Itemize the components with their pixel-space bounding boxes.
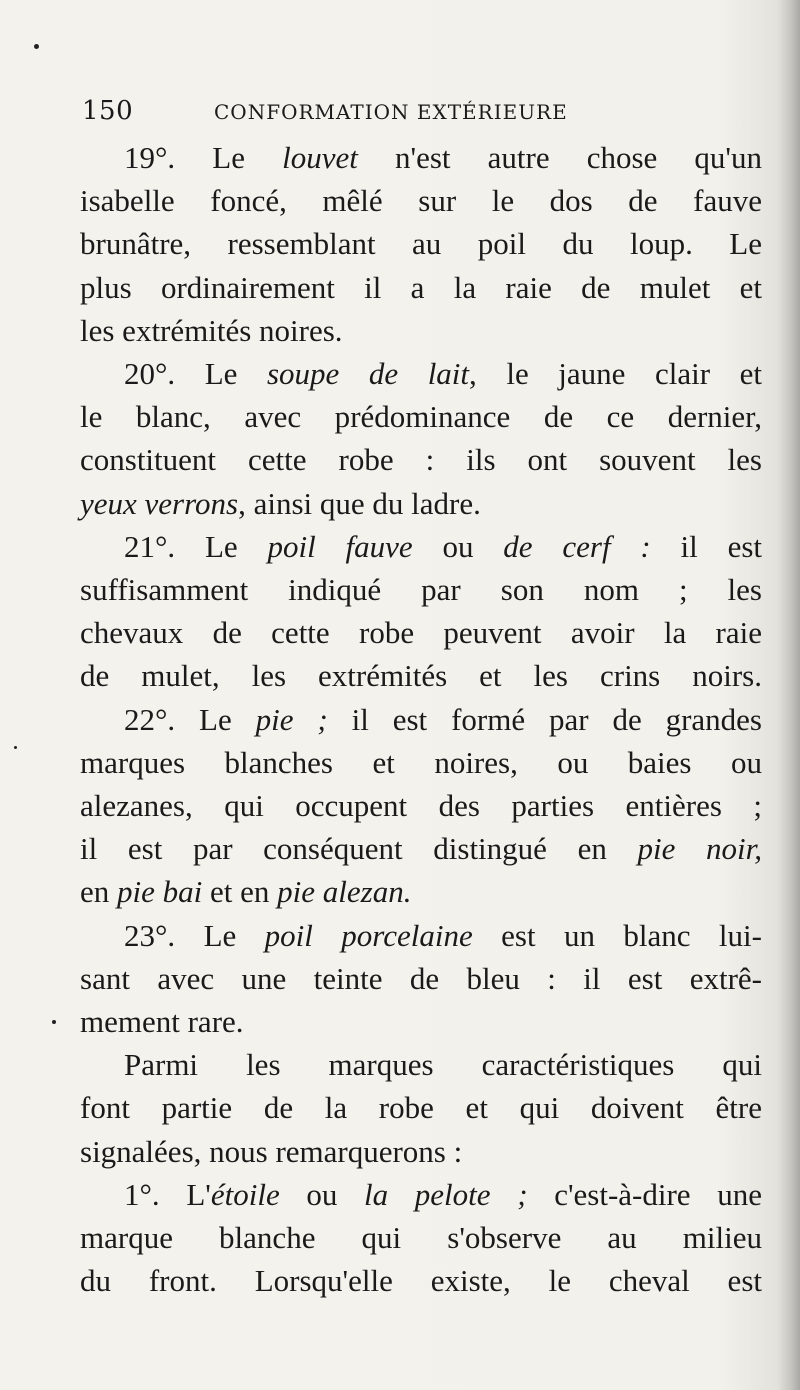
italic-term: étoile <box>210 1176 280 1212</box>
text-run: il est <box>650 528 763 564</box>
item-number: 20°. <box>124 356 176 392</box>
text-run: en <box>80 874 118 910</box>
text-run: Le <box>175 917 265 953</box>
text-line: isabelle foncé, mêlé sur le dos de fauve <box>80 183 762 219</box>
paragraph-1-line <box>80 1173 762 1216</box>
text-run: Le <box>175 356 267 392</box>
text-run: n'est autre chose qu'un <box>357 140 762 175</box>
text-line: les extrémités noires. <box>80 312 343 348</box>
text-run: ou <box>412 528 504 564</box>
page-body <box>80 136 762 1302</box>
italic-term: de cerf : <box>503 528 651 564</box>
text-line: sant avec une teinte de bleu : il est extrê- <box>80 960 762 996</box>
text-line: mement rare. <box>80 1004 244 1040</box>
text-line: signalées, nous remarquerons : <box>80 1133 463 1169</box>
text-run: Le <box>175 140 283 175</box>
paragraph-20-line <box>80 352 762 395</box>
ink-speck <box>52 1020 56 1024</box>
text-line: le blanc, avec prédominance de ce dernier, <box>80 399 762 435</box>
page-header <box>82 96 762 126</box>
text-run: Le <box>175 528 268 564</box>
text-run: il est formé par de grandes <box>327 701 762 737</box>
text-line: suffisamment indiqué par son nom ; les <box>80 572 762 608</box>
text-run: ou <box>279 1176 365 1212</box>
text-line: de mulet, les extrémités et les crins noirs. <box>80 658 762 694</box>
page-spine-shadow <box>778 0 800 1390</box>
paragraph-21-line <box>80 525 762 568</box>
text-line: font partie de la robe et qui doivent être <box>80 1090 762 1126</box>
paragraph-19-line <box>80 136 762 179</box>
italic-term: poil porcelaine <box>264 917 473 953</box>
item-number: 21°. <box>124 528 176 564</box>
italic-term: yeux verrons <box>80 485 239 521</box>
italic-term: pie bai <box>117 874 203 910</box>
paragraph-23-line <box>80 914 762 957</box>
text-line: constituent cette robe : ils ont souvent les <box>80 442 762 478</box>
marks-intro-line: Parmi les marques caractéristiques qui <box>124 1047 762 1083</box>
italic-term: poil fauve <box>267 528 413 564</box>
text-line <box>80 870 762 913</box>
italic-term: la pelote ; <box>364 1176 528 1212</box>
italic-term: louvet <box>282 140 358 175</box>
italic-term: pie ; <box>255 701 328 737</box>
text-run: c'est-à-dire une <box>527 1176 762 1212</box>
text-line: marques blanches et noires, ou baies ou <box>80 744 762 780</box>
text-line: plus ordinairement il a la raie de mulet et <box>80 269 762 305</box>
item-number: 23°. <box>124 917 176 953</box>
text-line: du front. Lorsqu'elle existe, le cheval est <box>80 1263 762 1299</box>
ink-speck <box>34 44 39 49</box>
ink-speck <box>14 746 17 749</box>
text-line <box>80 827 762 870</box>
paragraph-22-line <box>80 698 762 741</box>
item-number: 1°. <box>124 1176 160 1212</box>
text-line: chevaux de cette robe peuvent avoir la raie <box>80 615 762 651</box>
text-line: marque blanche qui s'observe au milieu <box>80 1220 762 1256</box>
italic-term: pie noir, <box>637 831 762 867</box>
item-number: 22°. <box>124 701 176 737</box>
text-run: est un blanc lui- <box>472 917 762 953</box>
text-run: il est par conséquent distingué en <box>80 831 638 867</box>
italic-term: soupe de lait <box>266 356 470 392</box>
running-title: CONFORMATION EXTÉRIEURE <box>214 100 568 124</box>
text-line: brunâtre, ressemblant au poil du loup. Le <box>80 226 762 262</box>
text-run: , ainsi que du ladre. <box>238 485 481 521</box>
text-run: , le jaune clair et <box>469 356 762 392</box>
text-line: alezanes, qui occupent des parties entières ; <box>80 788 762 824</box>
italic-term: pie alezan. <box>277 874 412 910</box>
item-number: 19°. <box>124 140 176 175</box>
page-number: 150 <box>82 96 134 126</box>
text-line <box>80 482 762 525</box>
text-run: Le <box>175 701 256 737</box>
text-run: L' <box>159 1176 211 1212</box>
text-run: et en <box>202 874 278 910</box>
